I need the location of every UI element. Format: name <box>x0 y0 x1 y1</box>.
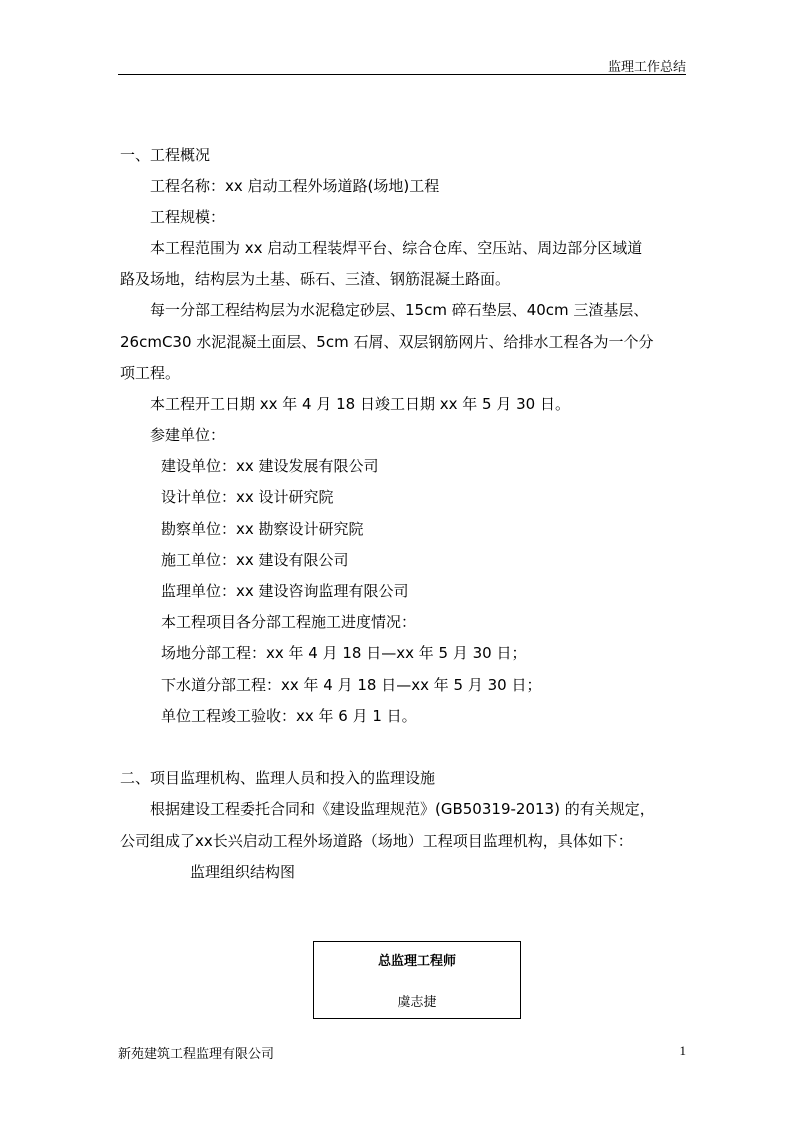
participants-label: 参建单位： <box>150 426 226 444</box>
participant-item: 设计单位：xx 设计研究院 <box>161 488 334 506</box>
org-chart-box <box>313 941 521 1019</box>
progress-item: 场地分部工程：xx 年 4 月 18 日—xx 年 5 月 30 日； <box>161 644 527 662</box>
section2-para-line-1: 根据建设工程委托合同和《建设监理规范》(GB50319-2013) 的有关规定， <box>150 800 655 818</box>
scope-line-2: 路及场地，结构层为土基、砾石、三渣、钢筋混凝土路面。 <box>120 270 511 288</box>
org-box-title: 总监理工程师 <box>377 954 456 969</box>
org-chart-label: 监理组织结构图 <box>190 863 296 881</box>
section1-heading: 一、工程概况 <box>120 146 211 164</box>
section2-para-line-2: 公司组成了xx长兴启动工程外场道路（场地）工程项目监理机构，具体如下： <box>120 832 633 850</box>
section2-heading: 二、项目监理机构、监理人员和投入的监理设施 <box>120 769 436 787</box>
participant-item: 建设单位：xx 建设发展有限公司 <box>161 457 379 475</box>
footer-page-number: 1 <box>679 1043 686 1058</box>
progress-item: 下水道分部工程：xx 年 4 月 18 日—xx 年 5 月 30 日； <box>161 676 542 694</box>
header-divider <box>118 74 686 75</box>
progress-item: 单位工程竣工验收：xx 年 6 月 1 日。 <box>161 707 417 725</box>
structure-line-3: 项工程。 <box>120 364 181 382</box>
project-dates: 本工程开工日期 xx 年 4 月 18 日竣工日期 xx 年 5 月 30 日。 <box>150 395 570 413</box>
progress-label: 本工程项目各分部工程施工进度情况： <box>161 613 417 631</box>
project-scale-label: 工程规模： <box>150 208 226 226</box>
org-box-name: 虞志捷 <box>397 995 437 1010</box>
footer-company: 新苑建筑工程监理有限公司 <box>118 1047 275 1062</box>
scope-line-1: 本工程范围为 xx 启动工程装焊平台、综合仓库、空压站、周边部分区域道 <box>150 239 643 257</box>
structure-line-1: 每一分部工程结构层为水泥稳定砂层、15cm 碎石垫层、40cm 三渣基层、 <box>150 301 649 319</box>
participant-item: 施工单位：xx 建设有限公司 <box>161 551 349 569</box>
page-header-title: 监理工作总结 <box>607 60 686 75</box>
participant-item: 监理单位：xx 建设咨询监理有限公司 <box>161 582 409 600</box>
project-name: 工程名称：xx 启动工程外场道路(场地)工程 <box>150 177 440 195</box>
structure-line-2: 26cmC30 水泥混凝土面层、5cm 石屑、双层钢筋网片、给排水工程各为一个分 <box>120 333 654 351</box>
participant-item: 勘察单位：xx 勘察设计研究院 <box>161 520 364 538</box>
